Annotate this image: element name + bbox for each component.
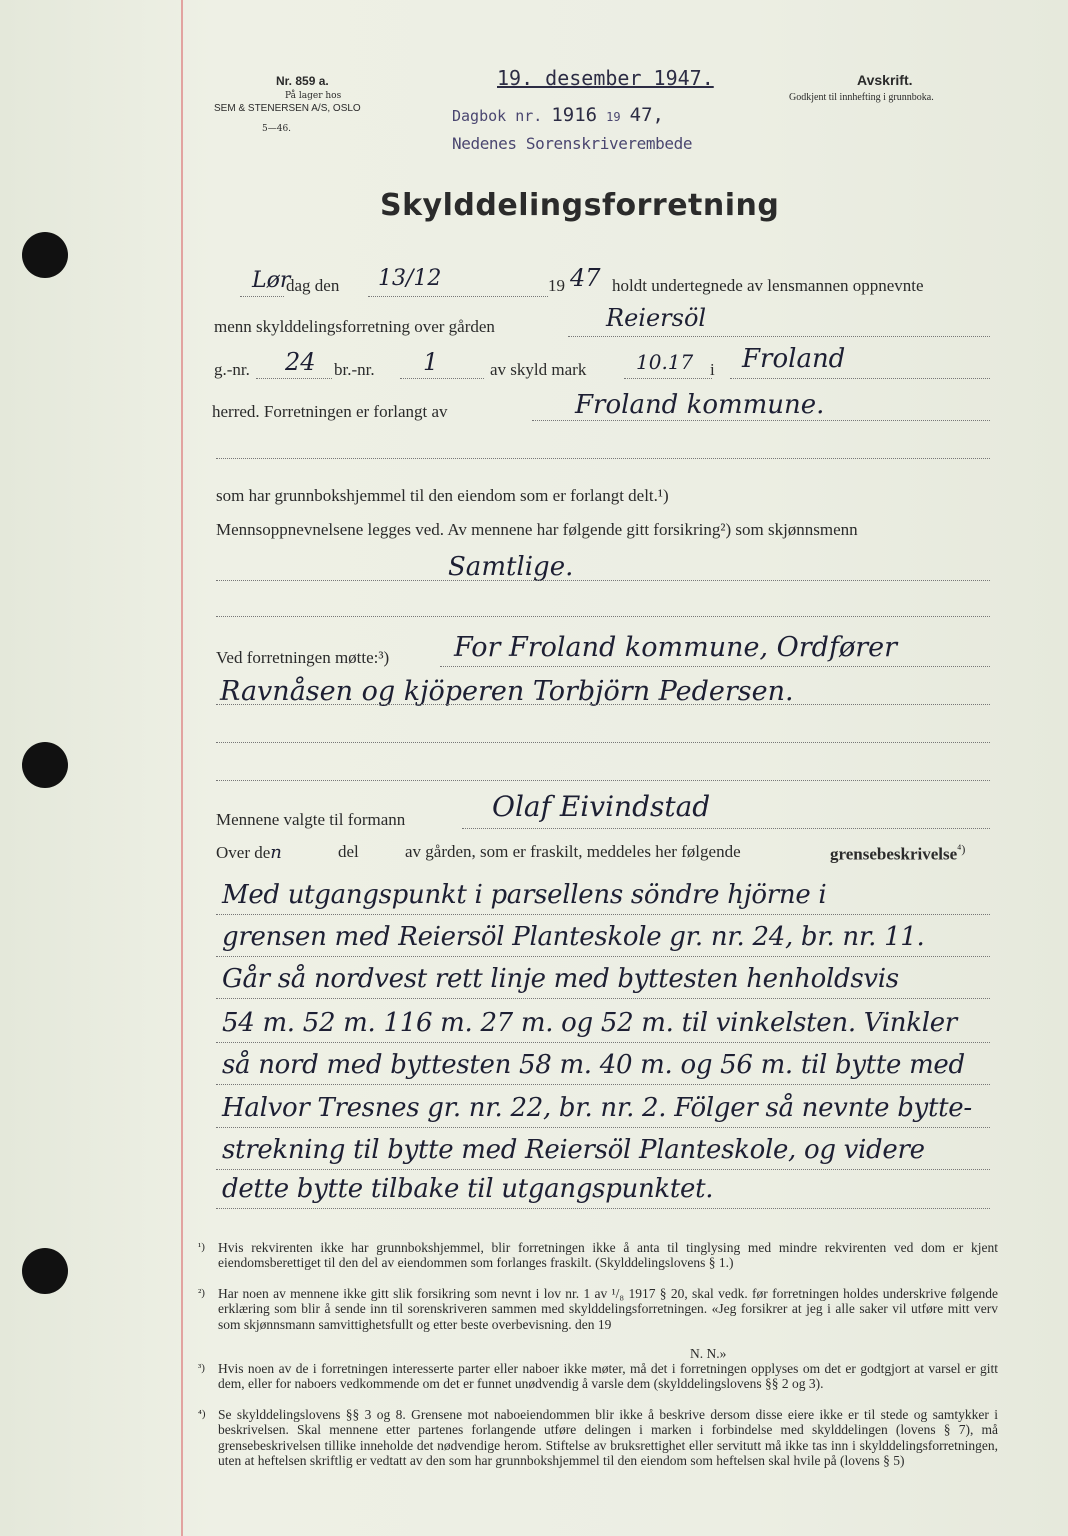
margin-rule [181,0,183,1536]
dotted-line [440,666,990,667]
dotted-line [400,378,484,379]
mennsoppnevnelse-text: Mennsoppnevnelsene legges ved. Av mennene har følgende gitt forsikring²) som skjønnsmenn [216,520,858,539]
punch-hole-top [22,232,68,278]
dotted-line [216,780,990,781]
footnote-number: ³) [198,1362,205,1374]
journal-year-prefix: 19 [606,110,621,124]
mote-line-2-handwritten: Ravnåsen og kjöperen Torbjörn Pedersen. [220,676,794,707]
dotted-line [532,420,990,421]
footnote [690,1346,810,1361]
requested-by-handwritten: Froland kommune. [575,390,825,420]
dag-den-label: dag den [286,276,340,295]
journal-year: 47, [629,104,664,126]
godkjent-text: Godkjent til innhefting i grunnboka. [789,92,934,103]
i-label: i [710,360,715,379]
dotted-line [730,378,990,379]
footnote [198,1361,998,1392]
dotted-line [216,458,990,459]
dotted-line [624,378,712,379]
journal-label-text: Dagbok nr. [452,107,543,125]
over-den-text: Over de [216,843,271,862]
description-line: så nord med byttesten 58 m. 40 m. og 56 m. til bytte med [222,1050,965,1080]
footnote-text: N. N.» [690,1346,727,1361]
grunnbok-text: som har grunnbokshjemmel til den eiendom som er forlangt delt.¹) [216,486,669,505]
formann-handwritten: Olaf Eivindstad [492,790,711,823]
gnr-value: 24 [285,348,316,376]
farm-name-handwritten: Reiersöl [606,304,707,332]
date-stamp: 19. desember 1947. [497,66,714,90]
avskrift-label: Avskrift. [857,72,913,88]
footnote [198,1407,998,1468]
dotted-line [216,1084,990,1085]
dotted-line [256,378,332,379]
publisher-line-3: 5—46. [262,124,292,134]
dotted-line [216,704,990,705]
date-handwritten: 13/12 [378,266,442,291]
grensebeskrivelse-note: ⁴) [957,842,966,856]
dotted-line [216,998,990,999]
description-line: grensen med Reiersöl Planteskole gr. nr. 24, br. nr. 11. [222,922,925,952]
footnote [198,1240,998,1271]
form-number: Nr. 859 a. [276,74,329,88]
punch-hole-middle [22,742,68,788]
municipality-handwritten: Froland [742,344,846,374]
dotted-line [216,580,990,581]
dotted-line [216,616,990,617]
skyld-label: av skyld mark [490,360,587,379]
dotted-line [568,336,990,337]
description-line: strekning til bytte med Reiersöl Planteskole, og videre [222,1135,925,1165]
description-line: Med utgangspunkt i parsellens söndre hjörne i [222,880,827,910]
dotted-line [216,956,990,957]
footnote-number: ¹) [198,1241,205,1253]
description-line: Halvor Tresnes gr. nr. 22, br. nr. 2. Fölger så nevnte bytte- [222,1093,972,1123]
footnote-text: Hvis rekvirenten ikke har grunnbokshjemmel, blir forretningen ikke å anta til tinglysing med mindre rekvirenten ved dom er kjent eiendomsberettiget til den del av eiendommen som forlanges fraskilt. (Skylddelingslovens § 1.) [218,1240,998,1271]
footnote-text: Se skylddelingslovens §§ 3 og 8. Grensene mot naboeiendommen blir ikke å beskrive dersom disse eiere ikke er til stede og samtykker i beskrivelsen. Skal mennene etter partenes forlangende utføre delingen i marken i forbindelse med skylddelingen (lovens § 7), må grensebeskrivelsen tillike inneholde det nødvendige herom. Stiftelse av bruksrettighet eller servitutt må ikke tas inn i skylddelingsforretningen, uten at heftelsen skriftlig er vedtatt av den som har grunnbokshjemmel til den eiendom som heftelsen skal hvile på (lovens § 5) [218,1407,998,1468]
publisher-line-2: SEM & STENERSEN A/S, OSLO [214,103,361,114]
footnote-number: ²) [198,1287,205,1299]
description-line: 54 m. 52 m. 116 m. 27 m. og 52 m. til vinkelsten. Vinkler [222,1008,957,1038]
over-den-line [216,842,282,863]
mote-line-1-handwritten: For Froland kommune, Ordfører [454,632,897,663]
del-text: del [338,842,359,861]
publisher-line-1: På lager hos [285,91,342,101]
document-title: Skylddelingsforretning [380,188,780,223]
dotted-line [216,1127,990,1128]
footnote [198,1286,998,1332]
brnr-value: 1 [423,348,439,376]
grensebeskrivelse-bold: grensebeskrivelse [830,844,958,864]
dotted-line [462,828,990,829]
formann-label: Mennene valgte til formann [216,810,406,829]
grensebeskrivelse-label [830,842,965,865]
gnr-label: g.-nr. [214,360,250,379]
footnote-text: Har noen av mennene ikke gitt slik forsikring som nevnt i lov nr. 1 av ¹/₈ 1917 § 20, skal vedk. før forretningen holdes underskrive følgende erklæring som blir å sende inn til sorenskriveren sammen med skylddelingsforretningen. «Jeg forsikrer at jeg i alle saker vil utføre mitt verv som skjønnsmann samvittighetsfullt og etter beste overbevisning. den 19 [218,1286,998,1332]
herred-text: herred. Forretningen er forlangt av [212,402,448,421]
mote-label: Ved forretningen møtte:³) [216,648,390,667]
journal-label [452,104,664,126]
year-handwritten: 47 [570,264,601,292]
brnr-label: br.-nr. [334,360,375,379]
dotted-line [216,1042,990,1043]
punch-hole-bottom [22,1248,68,1294]
dotted-line [368,296,548,297]
footnote-text: Hvis noen av de i forretningen interesserte parter eller naboer ikke møter, må det i forretningen opplyses om det er godtgjort at varsel er gitt dem, eller for naboers vedkommende om det er funnet unødvendig å varsle dem (skylddelingslovens §§ 2 og 3). [218,1361,998,1392]
footnote-number: ⁴) [198,1408,206,1420]
dotted-line [240,296,284,297]
holdt-text: holdt undertegnede av lensmannen oppnevnte [612,276,924,295]
year-prefix: 19 [548,276,565,295]
office-stamp: Nedenes Sorenskriverembede [452,134,693,153]
skyld-value: 10.17 [636,350,694,374]
description-line: Går så nordvest rett linje med byttesten henholdsvis [222,964,899,994]
over-den-handwritten: n [270,842,282,863]
dotted-line [216,1169,990,1170]
dotted-line [216,742,990,743]
av-garden-text: av gården, som er fraskilt, meddeles her følgende [405,842,741,861]
weekday-handwritten: Lør [252,268,291,293]
menn-text: menn skylddelingsforretning over gården [214,317,495,336]
forsikring-who-handwritten: Samtlige. [448,552,574,582]
description-line: dette bytte tilbake til utgangspunktet. [222,1174,714,1204]
journal-number: 1916 [551,104,598,126]
dotted-line [216,914,990,915]
dotted-line [216,1208,990,1209]
